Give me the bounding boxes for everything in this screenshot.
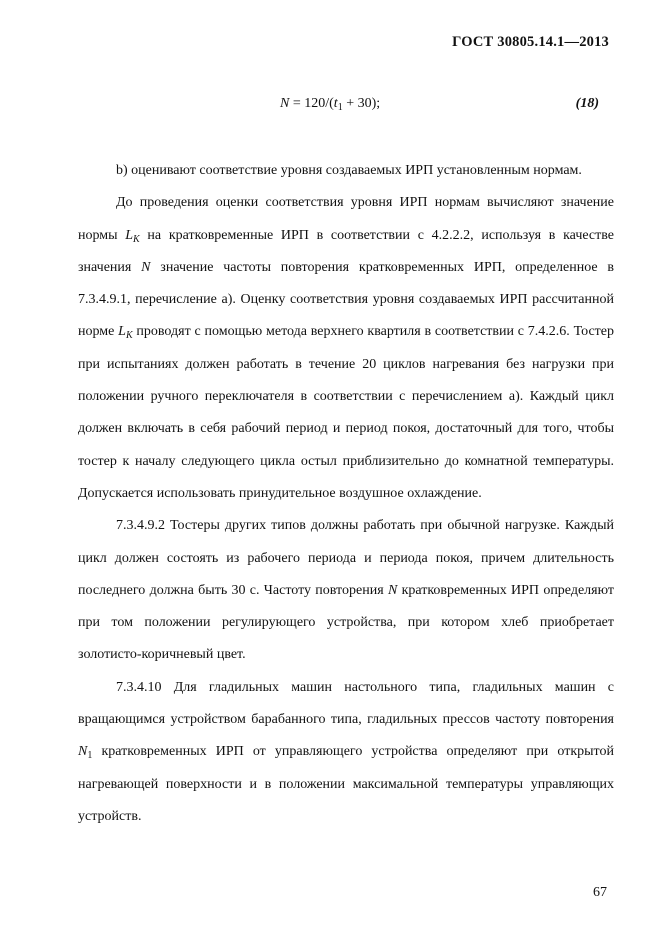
paragraph-7-3-4-9-2	[78, 510, 614, 671]
formula-var-n: N	[280, 96, 290, 111]
paragraph-text: на кратковременные ИРП в соответствии с 4.2.2.2, используя в качестве значения	[78, 227, 614, 275]
paragraph-text: значение частоты повторения кратковременных ИРП, определенное в 7.3.4.9.1, перечисление а). Оценку соответствия уровня создаваемых ИРП рассчитанной норме	[78, 259, 614, 340]
formula-eq-prefix: = 120/(	[289, 96, 334, 111]
var-n1: N	[78, 744, 88, 760]
var-lk-sub: K	[125, 330, 133, 342]
paragraph-text: 7.3.4.9.2 Тостеры других типов должны работать при обычной нагрузке. Каждый цикл должен состоять из рабочего периода и периода покоя, причем длительность последнего должна быть 30 с. Частоту повторения	[78, 518, 614, 598]
formula-18	[280, 96, 380, 112]
var-n: N	[387, 582, 398, 598]
paragraph-text: кратковременных ИРП определяют при том положении регулирующего устройства, при котором хлеб приобретает золотисто-коричневый цвет.	[78, 582, 614, 663]
paragraph-text: b) оценивают соответствие уровня создаваемых ИРП установленным нормам.	[116, 163, 582, 178]
formula-number: (18)	[575, 96, 599, 111]
var-n1-sub: 1	[87, 750, 93, 762]
paragraph-7-3-4-10	[78, 672, 614, 833]
var-lk: L	[118, 324, 126, 340]
paragraph-text: До проведения оценки соответствия уровня ИРП нормам вычисляют значение нормы	[78, 195, 614, 243]
var-n: N	[141, 259, 151, 275]
paragraph-norm-evaluation	[78, 187, 614, 510]
document-header: ГОСТ 30805.14.1—2013	[452, 34, 609, 50]
body-text	[78, 155, 614, 833]
page-number: 67	[593, 885, 607, 900]
paragraph-text: кратковременных ИРП от управляющего устройства определяют при открытой нагревающей поверхности и в положении максимальной температуры управляющих устройств.	[78, 744, 614, 824]
paragraph-text: 7.3.4.10 Для гладильных машин настольного типа, гладильных машин с вращающимся устройством барабанного типа, гладильных прессов частоту повторения	[78, 679, 614, 728]
formula-var-t-sub: 1	[337, 102, 343, 113]
paragraph-item-b	[78, 155, 614, 187]
paragraph-text: проводят с помощью метода верхнего квартиля в соответствии с 7.4.2.6. Тостер при испытаниях должен работать в течение 20 циклов нагревания без нагрузки при положении ручного переключателя в соответствии с перечислением а). Каждый цикл должен включать в себя рабочий период и период покоя, достаточный для того, чтобы тостер к началу следующего цикла остыл приблизительно до комнатной температуры. Допускается использовать принудительное воздушное охлаждение.	[78, 324, 614, 501]
formula-eq-suffix: + 30);	[342, 96, 381, 111]
var-lk: L	[125, 227, 134, 243]
var-lk-sub: K	[133, 233, 140, 245]
formula-var-t: t	[333, 96, 338, 111]
formula-line	[0, 96, 661, 116]
